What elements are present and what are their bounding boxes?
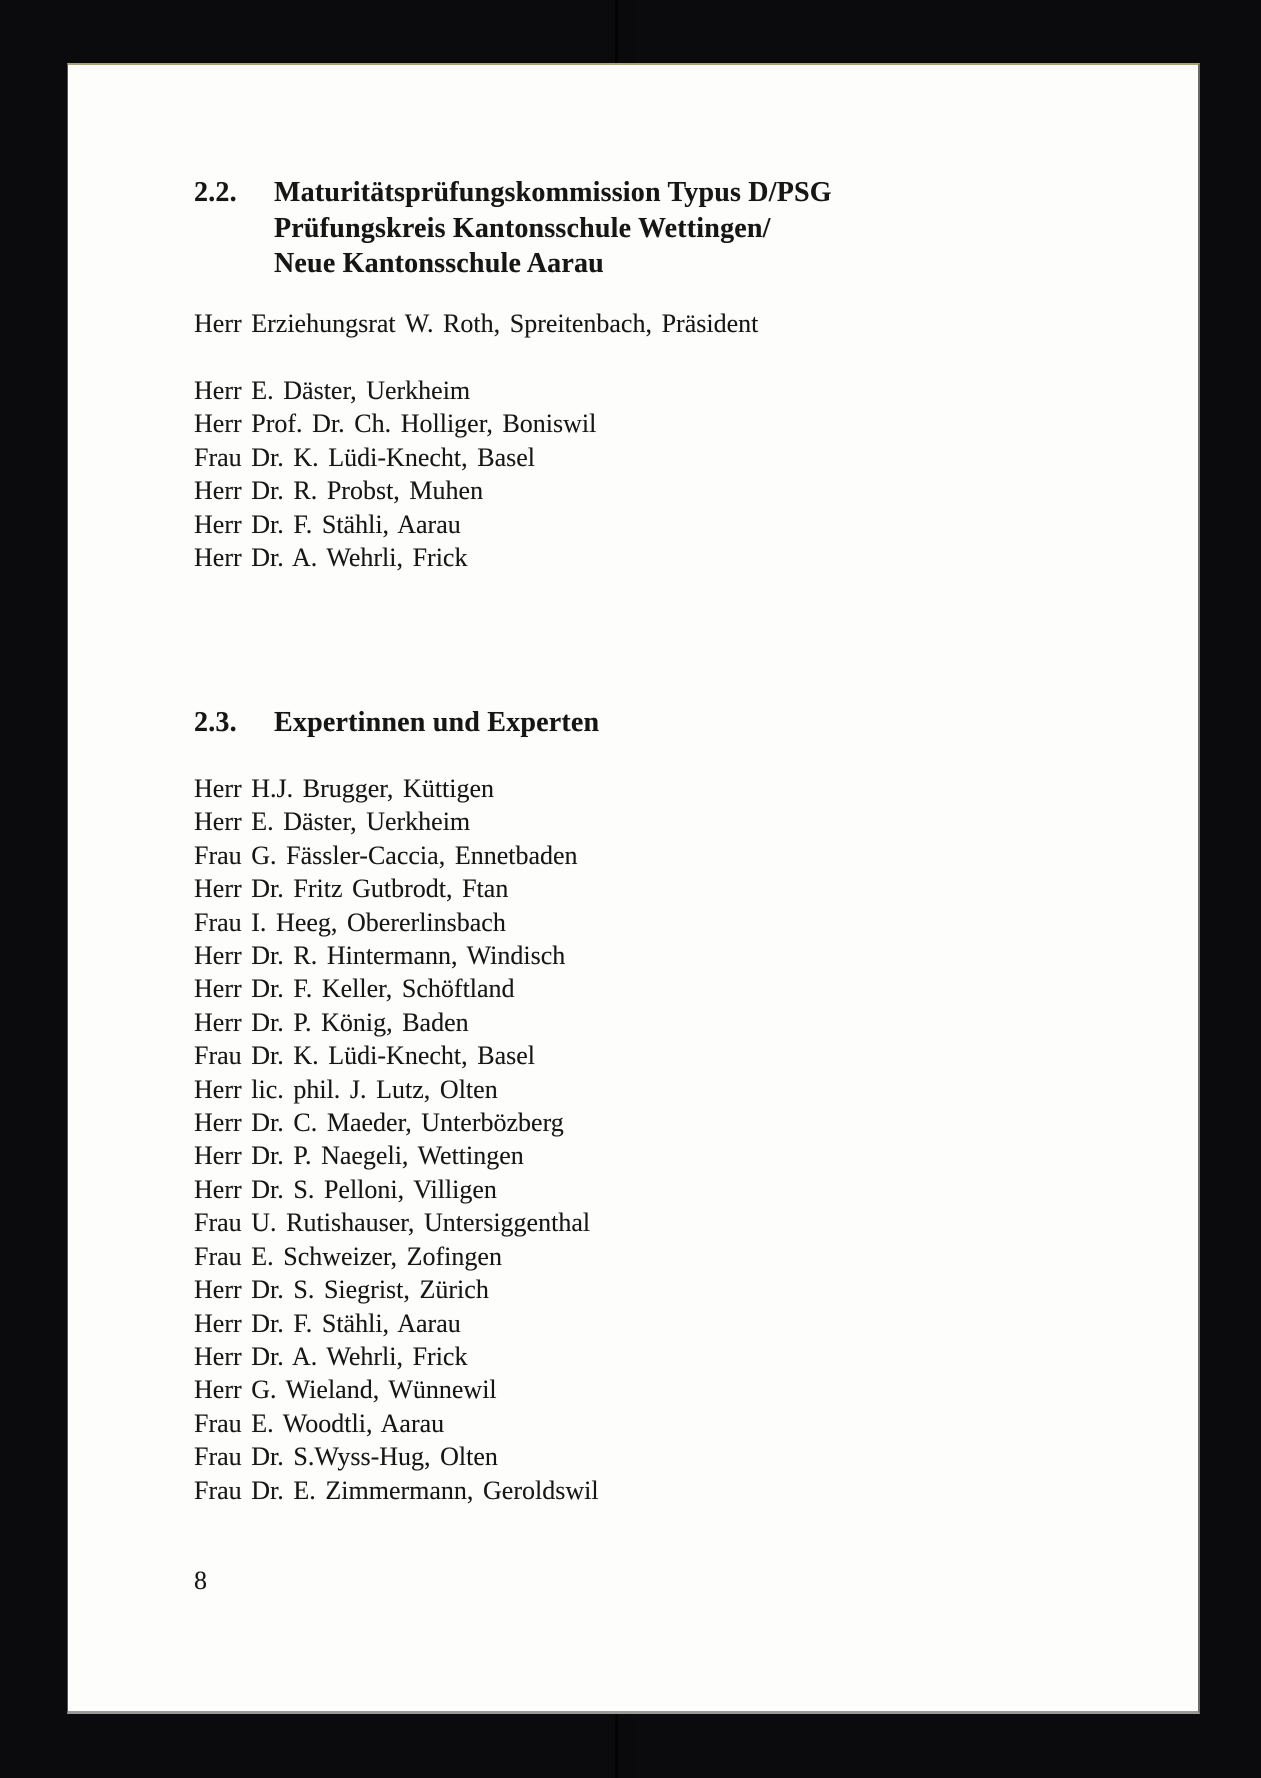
person-entry: Frau Dr. K. Lüdi-Knecht, Basel bbox=[194, 1041, 536, 1071]
section-2-3-heading bbox=[194, 705, 599, 741]
page-number: 8 bbox=[194, 1566, 207, 1595]
person-entry: Frau I. Heeg, Obererlinsbach bbox=[194, 907, 506, 937]
person-entry: Herr E. Däster, Uerkheim bbox=[194, 807, 471, 837]
person-entry: Herr G. Wieland, Wünnewil bbox=[194, 1375, 497, 1405]
section-2-3-title bbox=[274, 705, 599, 741]
person-entry: Herr Dr. R. Probst, Muhen bbox=[194, 476, 484, 506]
person-entry: Frau Dr. S.Wyss-Hug, Olten bbox=[194, 1442, 498, 1472]
section-2-2-heading bbox=[194, 175, 832, 282]
person-entry: Frau Dr. E. Zimmermann, Geroldswil bbox=[194, 1475, 599, 1505]
person-entry: Herr Dr. F. Stähli, Aarau bbox=[194, 1308, 461, 1338]
document-page bbox=[67, 63, 1200, 1714]
person-entry: Frau Dr. K. Lüdi-Knecht, Basel bbox=[194, 442, 536, 472]
section-title-line: Maturitätsprüfungskommission Typus D/PSG bbox=[274, 177, 832, 208]
commission-member-list bbox=[194, 374, 596, 574]
person-entry: Herr Dr. C. Maeder, Unterbözberg bbox=[194, 1108, 564, 1138]
president-entry: Herr Erziehungsrat W. Roth, Spreitenbach, Präsident bbox=[194, 309, 759, 338]
person-entry: Herr Dr. A. Wehrli, Frick bbox=[194, 1341, 468, 1371]
person-entry: Herr lic. phil. J. Lutz, Olten bbox=[194, 1074, 498, 1104]
person-entry: Frau G. Fässler-Caccia, Ennetbaden bbox=[194, 840, 578, 870]
person-entry: Frau U. Rutishauser, Untersiggenthal bbox=[194, 1208, 591, 1238]
person-entry: Herr Dr. P. Naegeli, Wettingen bbox=[194, 1141, 524, 1171]
person-entry: Herr Dr. S. Siegrist, Zürich bbox=[194, 1275, 489, 1305]
person-entry: Herr Prof. Dr. Ch. Holliger, Boniswil bbox=[194, 409, 597, 439]
person-entry: Herr Dr. F. Keller, Schöftland bbox=[194, 974, 515, 1004]
person-entry: Herr Dr. Fritz Gutbrodt, Ftan bbox=[194, 874, 509, 904]
person-entry: Herr E. Däster, Uerkheim bbox=[194, 376, 471, 405]
section-2-2-number: 2.2. bbox=[194, 177, 237, 208]
person-entry: Herr Dr. P. König, Baden bbox=[194, 1007, 469, 1037]
person-entry: Herr Dr. R. Hintermann, Windisch bbox=[194, 941, 566, 971]
person-entry: Frau E. Woodtli, Aarau bbox=[194, 1408, 445, 1438]
experts-list bbox=[194, 772, 599, 1507]
section-title-line: Expertinnen und Experten bbox=[274, 707, 600, 738]
person-entry: Herr Dr. A. Wehrli, Frick bbox=[194, 543, 468, 573]
section-title-line: Neue Kantonsschule Aarau bbox=[274, 248, 604, 279]
person-entry: Herr Dr. F. Stähli, Aarau bbox=[194, 509, 461, 539]
section-title-line: Prüfungskreis Kantonsschule Wettingen/ bbox=[274, 212, 771, 244]
section-2-2-title bbox=[274, 175, 832, 282]
section-2-3-number: 2.3. bbox=[194, 707, 237, 738]
person-entry: Frau E. Schweizer, Zofingen bbox=[194, 1241, 502, 1271]
person-entry: Herr Dr. S. Pelloni, Villigen bbox=[194, 1174, 497, 1204]
person-entry: Herr H.J. Brugger, Küttigen bbox=[194, 774, 495, 803]
